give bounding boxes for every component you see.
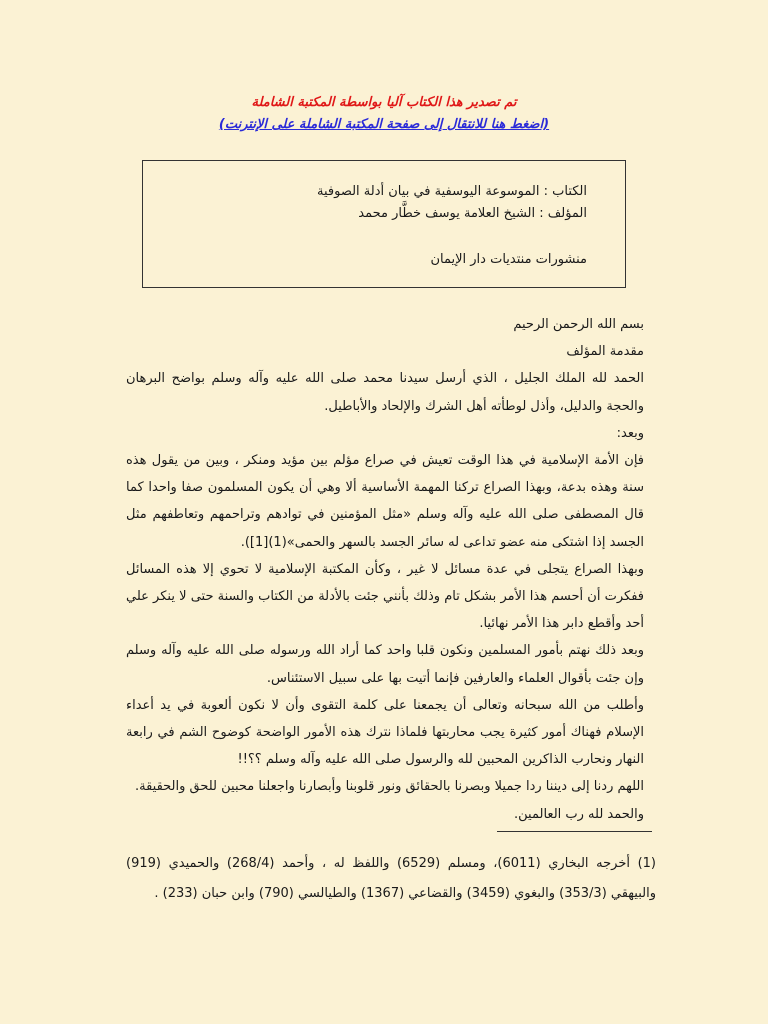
intro-heading: مقدمة المؤلف [566, 344, 644, 360]
main-text [126, 311, 644, 828]
footnote-text: (1) أخرجه البخاري (6011)، ومسلم (6529) واللفظ له ، وأحمد (268/4) والحميدي (919) والبيهقي (353/3) والبغوي (3459) والقضاعي (1367) والطيالسي (790) وابن حبان (233) . [126, 856, 656, 901]
export-notice: تم تصدير هذا الكتاب آليا بواسطة المكتبة الشاملة [251, 95, 517, 110]
book-publisher-line: منشورات منتديات دار الإيمان [430, 252, 587, 267]
basmala: بسم الله الرحمن الرحيم [513, 317, 644, 332]
footnote [126, 849, 656, 909]
paragraph-supplication: اللهم ردنا إلى ديننا ردا جميلا وبصرنا بالحقائق ونور قلوبنا وأبصارنا واجعلنا محبين للحق والحقيقة. [134, 779, 644, 795]
paragraph-prayer: وأطلب من الله سبحانه وتعالى أن يجمعنا على كلمة التقوى وأن لا نكون ألعوبة في يد أعداء الإسلام فهناك أمور كثيرة يجب محاربتها فلماذا نترك هذه الأمور الواضحة كوضوح الشم في رابعة النهار ونحارب الذاكرين المحبين لله والرسول صلى الله عليه وآله وسلم ؟؟!! [126, 697, 644, 768]
export-header [0, 92, 768, 136]
paragraph-conflict [126, 447, 644, 556]
footnote-separator [497, 831, 652, 832]
book-author-line: المؤلف : الشيخ العلامة يوسف خطَّار محمد [358, 206, 587, 221]
paragraph-unity: وبعد ذلك نهتم بأمور المسلمين ونكون قلبا واحد كما أراد الله ورسوله صلى الله عليه وآله وسلم وإن جئت بأقوال العلماء والعارفين فإنما أتيت بها على سبيل الاستئناس. [126, 643, 644, 686]
book-title-line: الكتاب : الموسوعة اليوسفية في بيان أدلة الصوفية [317, 184, 587, 199]
footnote-reference[interactable]: (1)[1]). [240, 534, 287, 550]
book-info-box [142, 160, 626, 288]
paragraph-wabaad: وبعد: [616, 425, 644, 441]
paragraph-closing: والحمد لله رب العالمين. [514, 806, 644, 822]
paragraph-praise: الحمد لله الملك الجليل ، الذي أرسل سيدنا محمد صلى الله عليه وآله وسلم بواضح البرهان والحجة والدليل، وأذل لوطأته أهل الشرك والإلحاد والأباطيل. [126, 371, 644, 414]
paragraph-conflict-text: فإن الأمة الإسلامية في هذا الوقت تعيش في صراع مؤلم بين مؤيد ومنكر ، وبين من يقول هذه سنة وهذه بدعة، وبهذا الصراع تركنا المهمة الأساسية ألا وهي أن يكون المسلمون صفا واحدا كما قال المصطفى صلى الله عليه وآله وسلم «مثل المؤمنين في توادهم وتراحمهم وتعاطفهم مثل الجسد إذا اشتكى منه عضو تداعى له سائر الجسد بالسهر والحمى» [126, 453, 644, 550]
shamela-website-link[interactable]: (اضغط هنا للانتقال إلى صفحة المكتبة الشاملة على الإنترنت) [218, 117, 550, 132]
paragraph-issues: وبهذا الصراع يتجلى في عدة مسائل لا غير ، وكأن المكتبة الإسلامية لا تحوي إلا هذه المسائل ففكرت أن أحسم هذا الأمر بشكل تام وذلك بأنني جئت بالأدلة من الكتاب والسنة حتى لا ينكر علي أحد وأقطع دابر هذا الأمر نهائيا. [126, 561, 644, 632]
